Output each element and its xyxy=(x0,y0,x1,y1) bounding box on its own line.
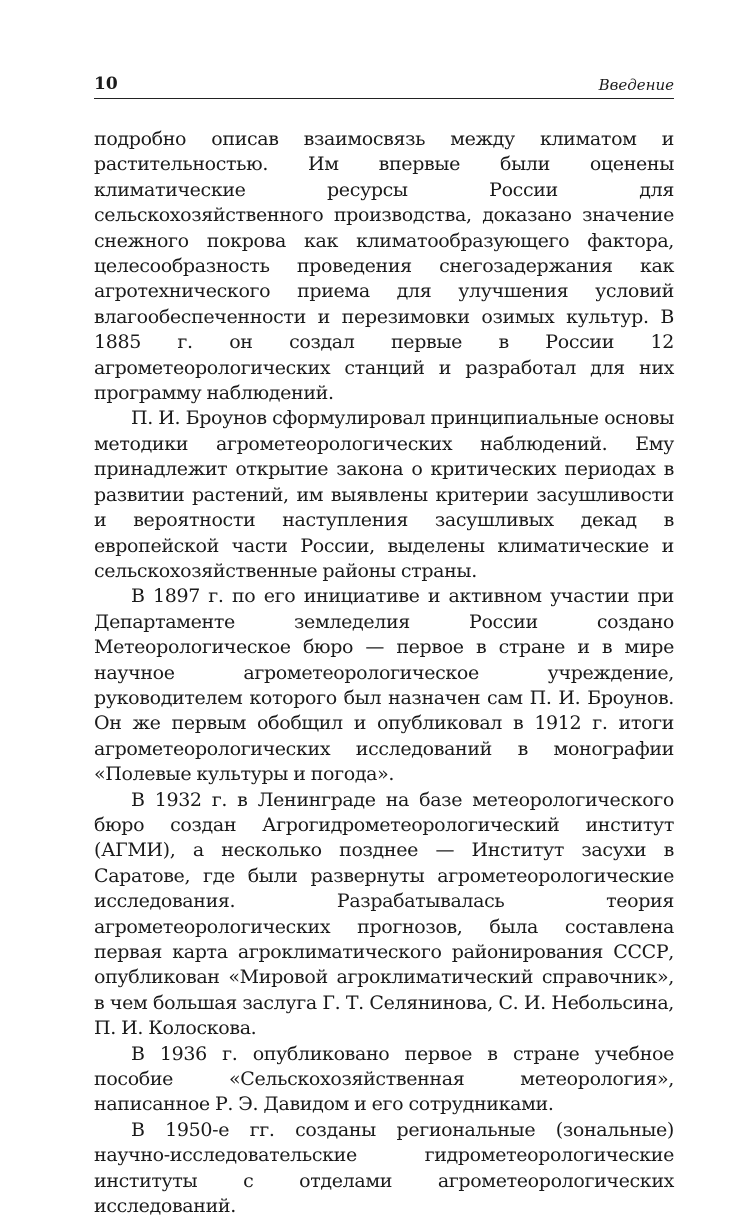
paragraph-1932: В 1932 г. в Ленинграде на базе метеорологического бюро создан Агрогидрометеорологический институт (АГМИ), а несколько позднее — Институт засухи в Саратове, где были развернуты агрометеорологические исследования. Разрабатывалась теория агрометеорологических прогнозов, была составлена первая карта агроклиматического районирования СССР, опубликован «Мировой агроклиматический справочник», в чем большая заслуга Г. Т. Селянинова, С. И. Небольсина, П. И. Колоскова. xyxy=(94,788,674,1040)
paragraph-1950s: В 1950-е гг. созданы региональные (зональные) научно-исследовательские гидрометеорологические институты с отделами агрометеорологических исследований. xyxy=(94,1118,674,1218)
section-title: Введение xyxy=(598,76,674,94)
body-text xyxy=(94,127,674,1219)
paragraph-brounov: П. И. Броунов сформулировал принципиальные основы методики агрометеорологических наблюдений. Ему принадлежит открытие закона о критических периодах в развитии растений, им выявлены критерии засушливости и вероятности наступления засушливых декад в европейской части России, выделены климатические и сельскохозяйственные районы страны. xyxy=(94,407,674,582)
paragraph-continuation: подробно описав взаимосвязь между климатом и растительностью. Им впервые были оценены климатические ресурсы России для сельскохозяйственного производства, доказано значение снежного покрова как климатообразующего фактора, целесообразность проведения снегозадержания как агротехнического приема для улучшения условий влагообеспеченности и перезимовки озимых культур. В 1885 г. он создал первые в России 12 агрометеорологических станций и разработал для них программу наблюдений. xyxy=(94,128,674,405)
running-head xyxy=(94,72,674,99)
paragraph-1897: В 1897 г. по его инициативе и активном участии при Департаменте земледелия России создано Метеорологическое бюро — первое в стране и в мире научное агрометеорологическое учреждение, руководителем которого был назначен сам П. И. Броунов. Он же первым обобщил и опубликовал в 1912 г. итоги агрометеорологических исследований в монографии «Полевые культуры и погода». xyxy=(94,585,674,786)
page-number: 10 xyxy=(94,74,118,94)
paragraph-1936: В 1936 г. опубликовано первое в стране учебное пособие «Сельскохозяйственная метеорология», написанное Р. Э. Давидом и его сотрудниками. xyxy=(94,1042,674,1116)
